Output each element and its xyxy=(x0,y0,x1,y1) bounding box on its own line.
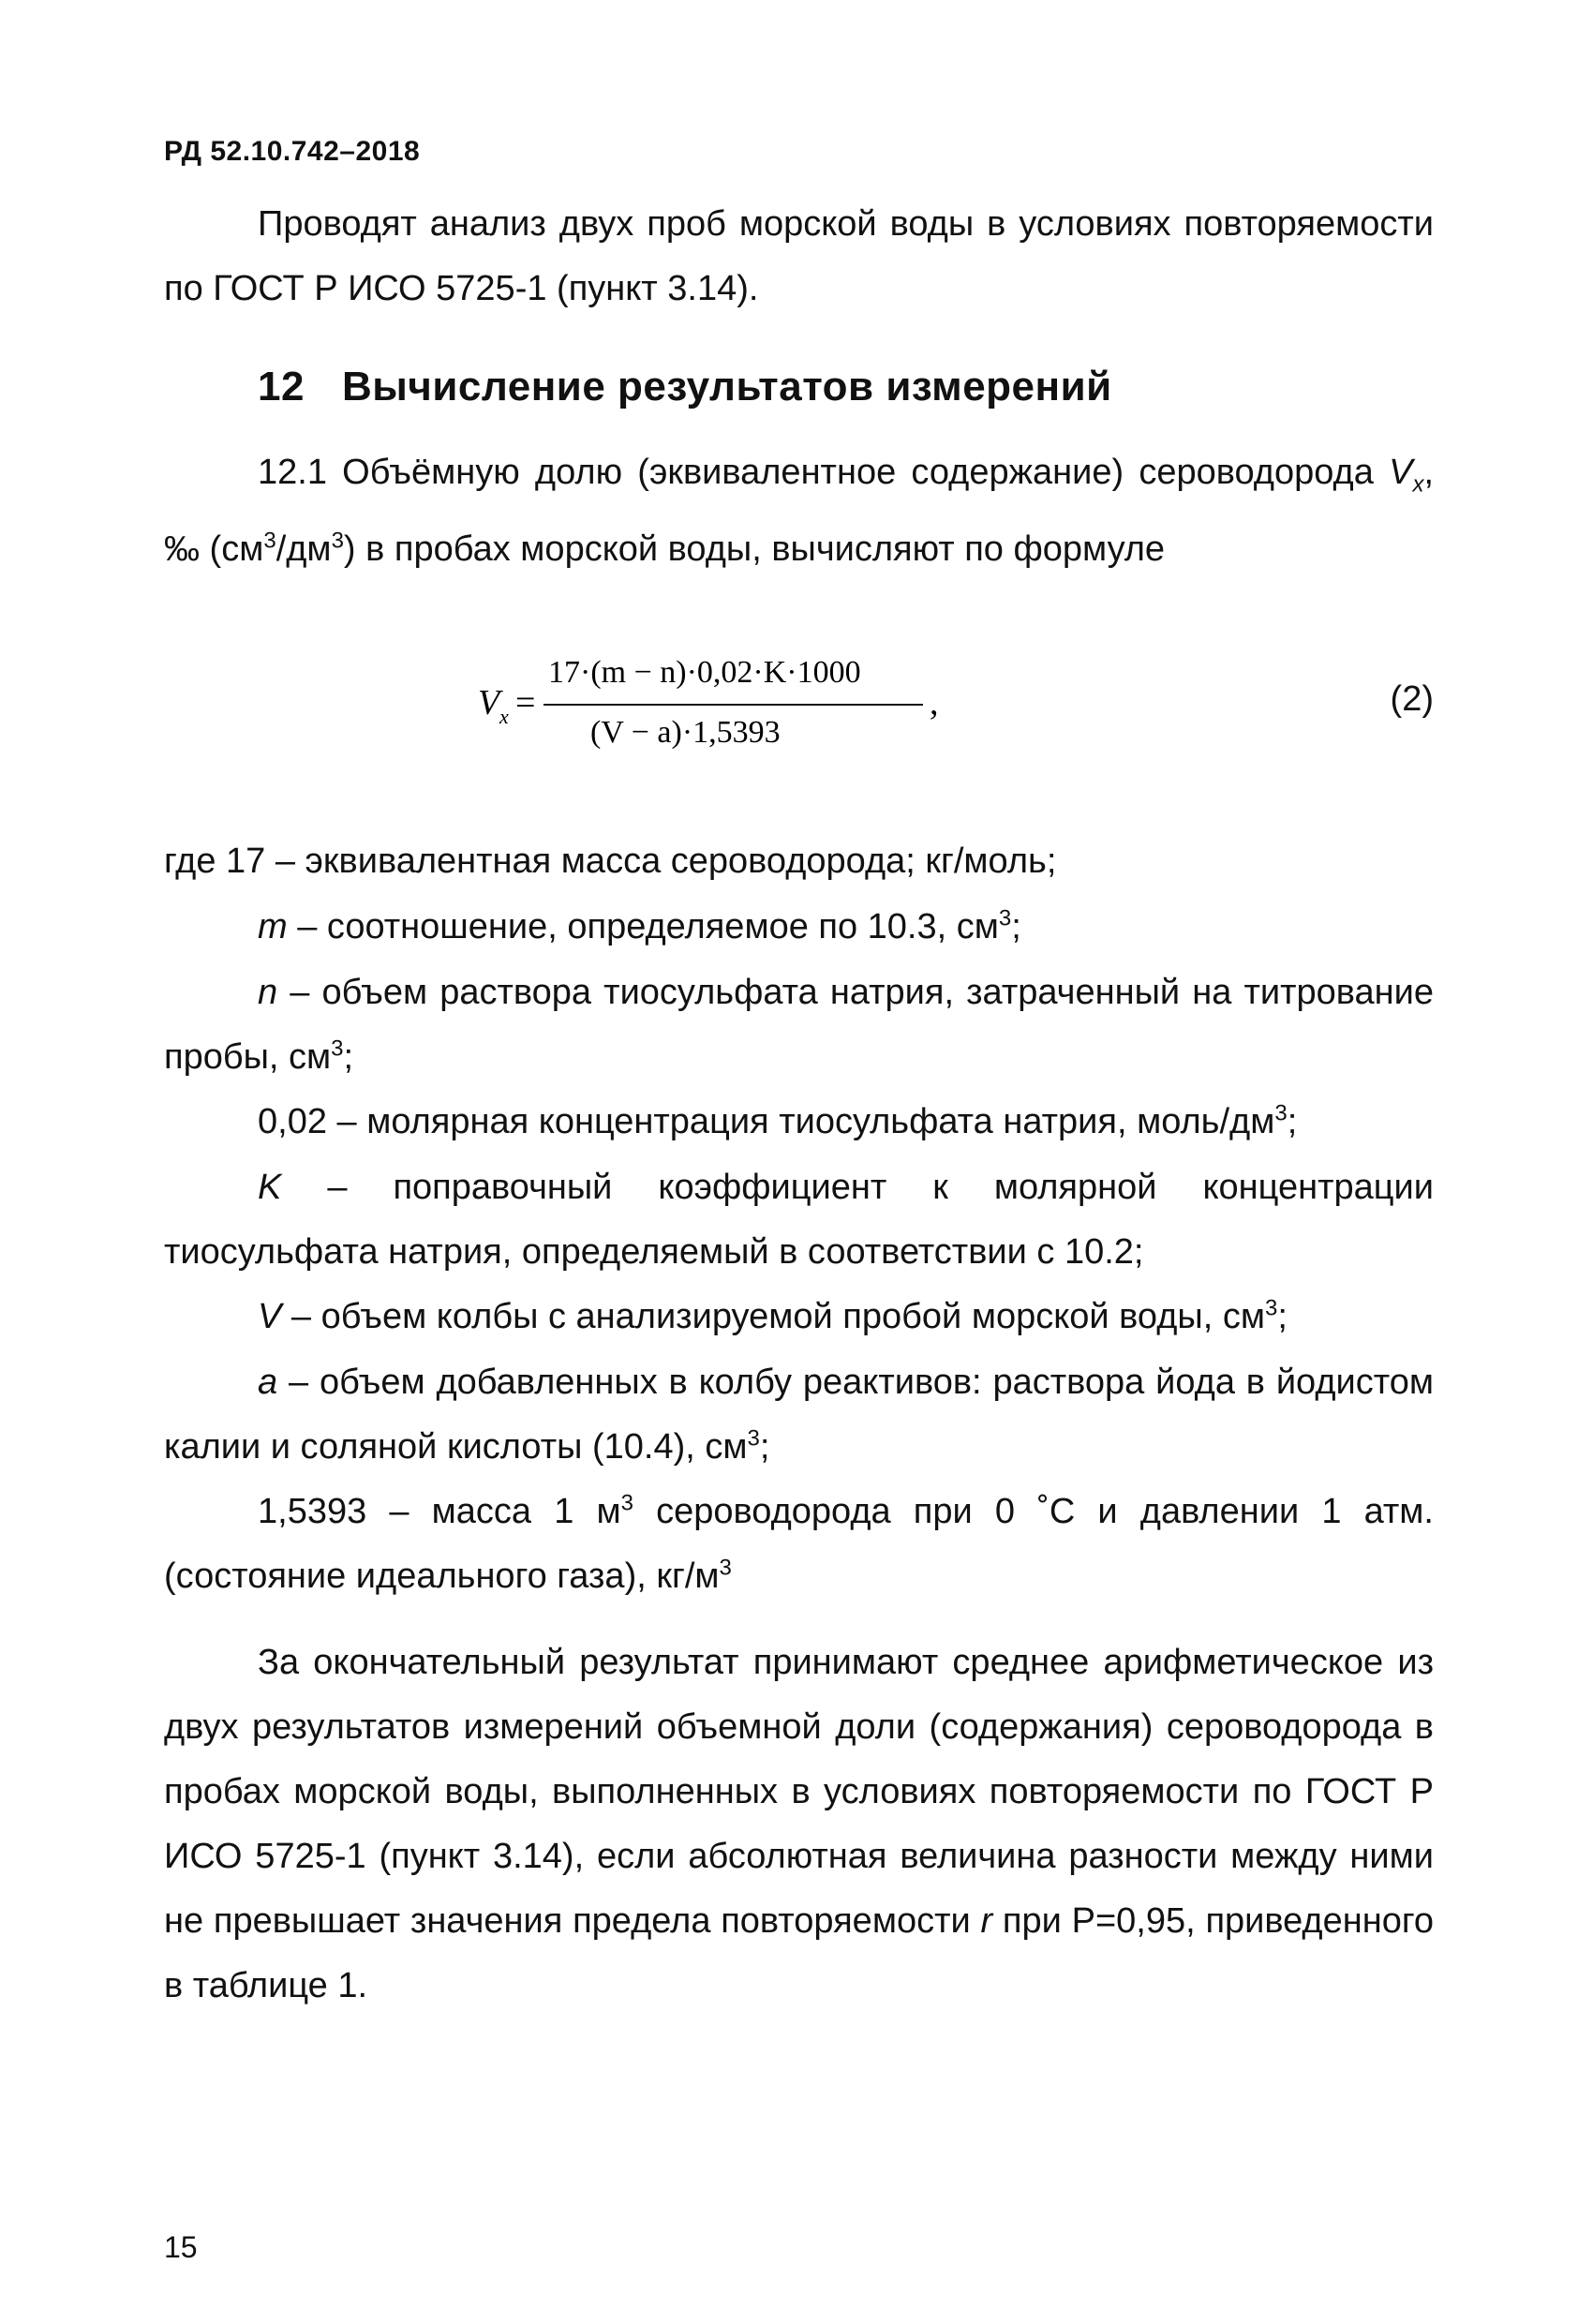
definition-mass-sup-1: 3 xyxy=(620,1490,633,1516)
clause-units: , ‰ (см xyxy=(164,453,1434,569)
section-title: Вычисление результатов измерений xyxy=(341,364,1112,410)
definition-m xyxy=(164,895,1434,960)
formula-equals: = xyxy=(515,683,536,723)
clause-symbol-sub: x xyxy=(1412,471,1424,498)
clause-units-sup2: 3 xyxy=(331,527,344,553)
definition-k xyxy=(164,1155,1434,1285)
definition-m-symbol: m xyxy=(258,907,288,946)
document-code: РД 52.10.742–2018 xyxy=(164,136,421,167)
formula-trailing-comma: , xyxy=(930,683,939,723)
definition-mass-text-1: 1,5393 – масса 1 м xyxy=(258,1492,621,1531)
clause-symbol: V xyxy=(1389,453,1413,492)
definition-a-symbol: a xyxy=(258,1363,278,1402)
section-heading xyxy=(258,364,1112,410)
final-text-2: при P=0,95, приведенного в таблице 1. xyxy=(164,1901,1435,2005)
definition-002-text: 0,02 – молярная концентрация тиосульфата натрия, моль/дм xyxy=(258,1102,1275,1141)
page-number: 15 xyxy=(164,2230,198,2264)
definition-k-symbol: K xyxy=(258,1168,282,1207)
definition-k-text: – поправочный коэффициент к молярной концентрации тиосульфата натрия, определяемый в соответствии с 10.2; xyxy=(164,1168,1434,1272)
final-text-1: За окончательный результат принимают среднее арифметическое из двух результатов измерений объемной доли (содержания) сероводорода в пробах морской воды, выполненных в условиях повторяемости по ГОСТ Р ИСО 5725-1 (пункт 3.14), если абсолютная величина разности между ними не превышает значения предела повторяемости xyxy=(164,1643,1434,1941)
formula-denominator: (V − a)·1,5393 xyxy=(590,715,781,750)
definition-a-sup: 3 xyxy=(747,1425,760,1452)
formula-graphic xyxy=(469,637,993,759)
definition-v-sup: 3 xyxy=(1264,1295,1278,1321)
intro-paragraph: Проводят анализ двух проб морской воды в условиях повторяемости по ГОСТ Р ИСО 5725-1 (пункт 3.14). xyxy=(164,204,1434,308)
definition-v-symbol: V xyxy=(258,1297,282,1336)
definition-002-semicolon: ; xyxy=(1287,1102,1298,1141)
definition-a xyxy=(164,1350,1434,1480)
definition-n-symbol: n xyxy=(258,973,278,1012)
definition-a-text: – объем добавленных в колбу реактивов: раствора йода в йодистом калии и соляной кислоты (10.4), см xyxy=(164,1363,1434,1467)
formula-lhs-sub: x xyxy=(499,705,509,728)
definition-002-sup: 3 xyxy=(1274,1100,1288,1126)
formula-lhs: V xyxy=(478,683,500,723)
definition-n-semicolon: ; xyxy=(343,1037,354,1077)
equation-number: (2) xyxy=(1390,679,1434,719)
final-paragraph xyxy=(164,1631,1434,2019)
definition-m-text: – соотношение, определяемое по 10.3, см xyxy=(287,907,999,946)
formula-numerator: 17·(m − n)·0,02·K·1000 xyxy=(548,655,861,690)
definition-n-text: – объем раствора тиосульфата натрия, затраченный на титрование пробы, см xyxy=(164,973,1434,1077)
definition-v-text: – объем колбы с анализируемой пробой морской воды, см xyxy=(281,1297,1265,1336)
definition-17: где 17 – эквивалентная масса сероводорода; кг/моль; xyxy=(164,842,1057,881)
final-r-symbol: r xyxy=(980,1901,993,1941)
definition-a-semicolon: ; xyxy=(759,1427,770,1467)
definition-v xyxy=(164,1285,1434,1349)
clause-12-1 xyxy=(164,440,1434,582)
definition-mass xyxy=(164,1480,1434,1609)
definition-m-semicolon: ; xyxy=(1011,907,1021,946)
clause-tail: ) в пробах морской воды, вычисляют по формуле xyxy=(343,529,1166,569)
definition-v-semicolon: ; xyxy=(1277,1297,1288,1336)
clause-lead: 12.1 Объёмную долю (эквивалентное содержание) сероводорода xyxy=(258,453,1374,492)
section-number: 12 xyxy=(258,364,305,410)
definition-mass-text-2: сероводорода при 0 ˚С и давлении 1 атм. (состояние идеального газа), кг/м xyxy=(164,1492,1434,1596)
definition-002 xyxy=(164,1090,1434,1155)
clause-units-mid: /дм xyxy=(275,529,332,569)
definition-n xyxy=(164,961,1434,1090)
definition-n-sup: 3 xyxy=(331,1035,344,1062)
clause-units-sup1: 3 xyxy=(263,527,276,553)
formula-block xyxy=(469,637,1434,759)
definition-m-sup: 3 xyxy=(998,905,1012,931)
definition-mass-sup-2: 3 xyxy=(719,1555,732,1581)
